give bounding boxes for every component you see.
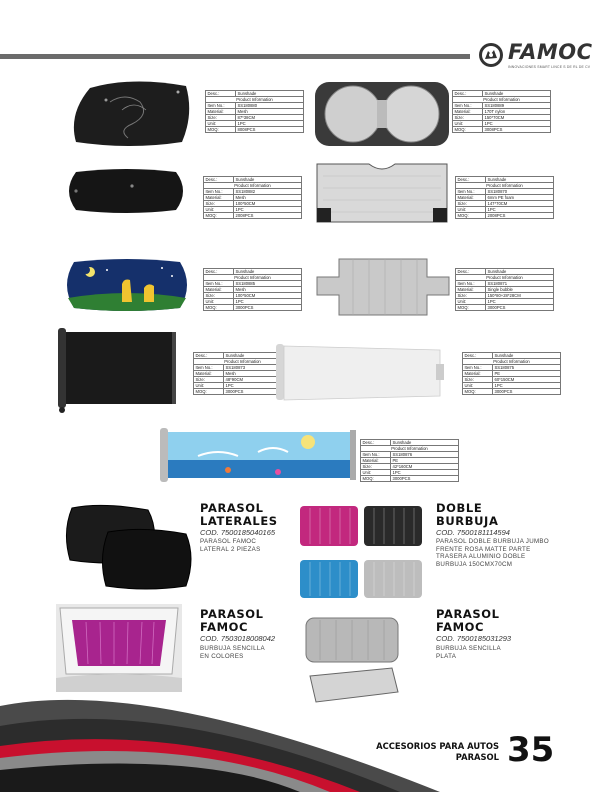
footer-section-title [376, 741, 499, 763]
white-roller-shade-image [272, 340, 448, 404]
product-desc-famoc-colores [200, 645, 265, 660]
spec-key-cell: MOQ: [456, 305, 486, 311]
spec-value-cell: 1PC [391, 470, 459, 476]
spec-value-cell: 150*70CM [483, 115, 551, 121]
spec-key-cell: MOQ: [206, 127, 236, 133]
spec-value-cell: 3000PCS [224, 389, 292, 395]
desc-line: PARASOL FAMOC [200, 538, 257, 545]
spec-value-cell: SS180889 [483, 103, 551, 109]
spec-value-cell: 147*70CM [486, 201, 554, 207]
desc-line: EN COLORES [200, 652, 244, 660]
spec-value-cell: 48*90CM [224, 377, 292, 383]
spec-value-cell: 1PC [483, 121, 551, 127]
title-line: DOBLE [436, 501, 483, 515]
spec-key-cell: Desc.: [204, 177, 234, 183]
spec-value-cell: 60*150CM [493, 377, 561, 383]
spec-value-cell: Mesh [234, 195, 302, 201]
spec-value-cell: 1PC [493, 383, 561, 389]
spec-value-cell: PE [391, 458, 459, 464]
spec-table [452, 90, 551, 133]
spec-header-cell: Product Information [204, 275, 302, 281]
spec-value-cell: Sunshade [483, 91, 551, 97]
spec-key-cell: Item No.: [204, 189, 234, 195]
title-line: BURBUJA [436, 514, 499, 528]
spec-key-cell: Desc.: [456, 269, 486, 275]
colored-double-bubble-shades-image [298, 504, 426, 600]
spec-key-cell: Unit: [204, 207, 234, 213]
spec-value-cell: Mesh [236, 109, 304, 115]
brand-name: FAMOC [508, 40, 593, 64]
spec-row [204, 305, 302, 311]
spec-key-cell: Material: [206, 109, 236, 115]
spec-key-cell: MOQ: [194, 389, 224, 395]
spec-key-cell: Material: [456, 195, 486, 201]
spec-key-cell: Item No.: [456, 281, 486, 287]
spec-value-cell: 150*80+28*28CM [486, 293, 554, 299]
product-code-laterales: COD. 7500185040165 [200, 528, 276, 537]
spec-value-cell: Sunshade [486, 177, 554, 183]
spec-value-cell: 42*160CM [391, 464, 459, 470]
spec-key-cell: Material: [204, 195, 234, 201]
spec-value-cell: PE [493, 371, 561, 377]
spec-table [462, 352, 561, 395]
black-mesh-sunshade-image [62, 168, 190, 214]
spec-key-cell: MOQ: [204, 213, 234, 219]
product-desc-laterales [200, 538, 261, 553]
page-number: 35 [507, 730, 555, 770]
spec-key-cell: Unit: [194, 383, 224, 389]
spec-key-cell: Size: [463, 377, 493, 383]
spec-value-cell: 87*38CM [236, 115, 304, 121]
spec-value-cell: SS180875 [493, 365, 561, 371]
spec-row [456, 213, 554, 219]
footer-line: PARASOL [455, 752, 499, 762]
cartoon-giraffe-sunshade-image [62, 258, 192, 312]
spec-key-cell: Material: [463, 371, 493, 377]
spec-value-cell: 1PC [234, 299, 302, 305]
spec-value-cell: SS180870 [486, 189, 554, 195]
spec-value-cell: 2008PCS [234, 213, 302, 219]
desc-line: PLATA [436, 652, 457, 660]
desc-line: FRENTE ROSA MATTE PARTE [436, 545, 531, 553]
spec-row [206, 127, 304, 133]
desc-line: PARASOL DOBLE BURBUJA JUMBO [436, 538, 549, 545]
spec-key-cell: Size: [206, 115, 236, 121]
footer-stripes-decoration [0, 676, 440, 792]
title-line: PARASOL [200, 607, 264, 621]
product-code-famoc-plata: COD. 7500185031293 [436, 634, 512, 643]
brand-tagline: INNOVACIONES SMART LINCE S DE RL DE CV [508, 65, 591, 69]
spec-value-cell: Sunshade [486, 269, 554, 275]
spec-value-cell: 100*50CM [234, 201, 302, 207]
product-desc-doble-burbuja [436, 538, 549, 568]
ocean-print-roller-shade-image [158, 426, 358, 484]
spec-key-cell: MOQ: [204, 305, 234, 311]
spec-value-cell: 100*50CM [234, 293, 302, 299]
spec-key-cell: Item No.: [463, 365, 493, 371]
spec-value-cell: 8008PCS [236, 127, 304, 133]
spec-key-cell: Size: [453, 115, 483, 121]
spec-key-cell: MOQ: [361, 476, 391, 482]
spec-value-cell: 1PC [234, 207, 302, 213]
spec-header-cell: Product Information [361, 446, 459, 452]
spec-key-cell: MOQ: [463, 389, 493, 395]
spec-value-cell: 1PC [486, 207, 554, 213]
single-bubble-sunshade-image [313, 255, 453, 319]
product-title-famoc-colores [200, 608, 264, 634]
spec-key-cell: MOQ: [453, 127, 483, 133]
spec-table [455, 268, 554, 311]
spec-key-cell: Material: [194, 371, 224, 377]
spec-row [204, 213, 302, 219]
spec-value-cell: Sunshade [234, 177, 302, 183]
spec-key-cell: Material: [456, 287, 486, 293]
foam-windshield-sunshade-image [313, 162, 451, 226]
footer-line: ACCESORIOS PARA AUTOS [376, 741, 499, 751]
spec-value-cell: 3000PCS [234, 305, 302, 311]
spec-key-cell: Desc.: [204, 269, 234, 275]
spec-key-cell: Size: [194, 377, 224, 383]
title-line: FAMOC [436, 620, 485, 634]
spec-header-cell: Product Information [204, 183, 302, 189]
spec-key-cell: Unit: [456, 299, 486, 305]
product-code-doble-burbuja: COD. 7500181114594 [436, 528, 510, 537]
spec-value-cell: Mesh [224, 371, 292, 377]
spec-header-cell: Product Information [453, 97, 551, 103]
spec-value-cell: 6mm PE foam [486, 195, 554, 201]
spec-key-cell: Size: [456, 293, 486, 299]
spec-key-cell: Size: [456, 201, 486, 207]
spec-key-cell: Desc.: [456, 177, 486, 183]
spec-value-cell: Sunshade [224, 353, 292, 359]
spec-value-cell: SS180873 [224, 365, 292, 371]
nylon-windshield-sunshade-image [313, 80, 451, 148]
spec-value-cell: 170T nylon [483, 109, 551, 115]
spec-value-cell: Single bubble [486, 287, 554, 293]
product-desc-famoc-plata [436, 645, 501, 660]
spec-key-cell: Material: [204, 287, 234, 293]
spec-row [456, 305, 554, 311]
spec-key-cell: Unit: [361, 470, 391, 476]
spec-key-cell: Item No.: [206, 103, 236, 109]
title-line: FAMOC [200, 620, 249, 634]
desc-line: BURBUJA 150CMX70CM [436, 560, 513, 568]
spec-key-cell: Material: [361, 458, 391, 464]
spec-value-cell: 3000PCS [486, 305, 554, 311]
spec-key-cell: Item No.: [453, 103, 483, 109]
spec-key-cell: Unit: [456, 207, 486, 213]
spec-value-cell: 3000PCS [391, 476, 459, 482]
spec-key-cell: MOQ: [456, 213, 486, 219]
spec-key-cell: Size: [361, 464, 391, 470]
title-line: LATERALES [200, 514, 278, 528]
product-title-doble-burbuja [436, 502, 498, 528]
spec-value-cell: Mesh [234, 287, 302, 293]
spec-value-cell: 1PC [236, 121, 304, 127]
spec-table [203, 176, 302, 219]
spec-value-cell: Sunshade [236, 91, 304, 97]
spec-key-cell: Unit: [204, 299, 234, 305]
spec-key-cell: Item No.: [194, 365, 224, 371]
spec-header-cell: Product Information [456, 275, 554, 281]
spec-value-cell: 3000PCS [493, 389, 561, 395]
spec-value-cell: 2008PCS [486, 213, 554, 219]
spec-key-cell: Item No.: [361, 452, 391, 458]
spec-value-cell: SS180871 [486, 281, 554, 287]
spec-value-cell: 1PC [486, 299, 554, 305]
spec-table [455, 176, 554, 219]
spec-key-cell: Desc.: [194, 353, 224, 359]
spec-row [453, 127, 551, 133]
spec-key-cell: Size: [204, 201, 234, 207]
spec-key-cell: Desc.: [453, 91, 483, 97]
side-window-shades-image [62, 502, 196, 594]
spec-header-cell: Product Information [456, 183, 554, 189]
product-code-famoc-colores: COD. 7503018008042 [200, 634, 276, 643]
spec-header-cell: Product Information [194, 359, 292, 365]
spec-value-cell: 1PC [224, 383, 292, 389]
product-title-famoc-plata [436, 608, 500, 634]
spec-key-cell: Desc.: [463, 353, 493, 359]
spec-row [361, 476, 459, 482]
spec-key-cell: Unit: [463, 383, 493, 389]
spec-value-cell: Sunshade [493, 353, 561, 359]
spec-value-cell: SS180876 [391, 452, 459, 458]
black-roller-shade-image [52, 322, 182, 414]
spec-table [203, 268, 302, 311]
spec-value-cell: Sunshade [234, 269, 302, 275]
header-bar [0, 54, 470, 59]
spec-key-cell: Unit: [206, 121, 236, 127]
desc-line: BURBUJA SENCILLA [436, 645, 501, 652]
title-line: PARASOL [436, 607, 500, 621]
spec-table [360, 439, 459, 482]
mesh-sunshade-dragon-image [70, 80, 194, 148]
title-line: PARASOL [200, 501, 264, 515]
spec-value-cell: SS180882 [234, 189, 302, 195]
spec-key-cell: Desc.: [206, 91, 236, 97]
product-title-laterales [200, 502, 278, 528]
spec-key-cell: Size: [204, 293, 234, 299]
desc-line: LATERAL 2 PIEZAS [200, 545, 261, 553]
spec-value-cell: SS180885 [234, 281, 302, 287]
spec-key-cell: Material: [453, 109, 483, 115]
spec-key-cell: Desc.: [361, 440, 391, 446]
spec-value-cell: 3008PCS [483, 127, 551, 133]
spec-table [205, 90, 304, 133]
spec-key-cell: Unit: [453, 121, 483, 127]
spec-key-cell: Item No.: [456, 189, 486, 195]
spec-value-cell: SS180880 [236, 103, 304, 109]
spec-header-cell: Product Information [206, 97, 304, 103]
spec-value-cell: Sunshade [391, 440, 459, 446]
spec-header-cell: Product Information [463, 359, 561, 365]
spec-row [463, 389, 561, 395]
desc-line: TRASERA ALUMINIO DOBLE [436, 553, 526, 561]
brand-logo [478, 40, 608, 74]
lion-emblem-icon [478, 42, 504, 68]
spec-key-cell: Item No.: [204, 281, 234, 287]
desc-line: BURBUJA SENCILLA [200, 645, 265, 652]
